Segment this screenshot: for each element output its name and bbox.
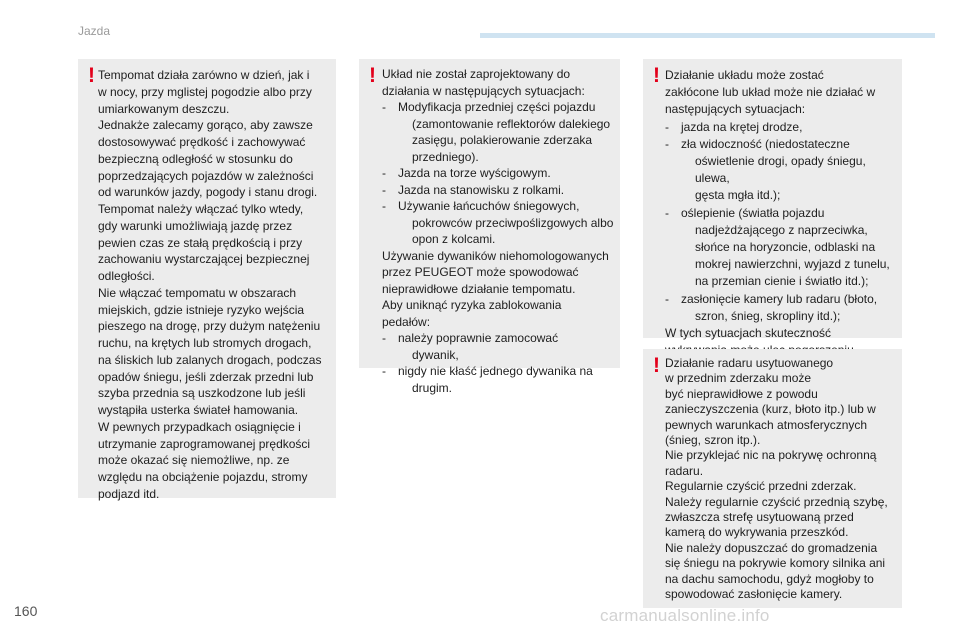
warning-exclamation-icon: ! xyxy=(369,64,376,87)
text-line: w nocy, przy mglistej pogodzie albo przy xyxy=(98,84,312,99)
text-line: następujących sytuacjach: xyxy=(665,102,806,117)
dash-bullet: - xyxy=(382,166,386,180)
text-line: Używanie dywaników niehomologowanych xyxy=(382,248,609,263)
list-item-line: drugim. xyxy=(412,380,453,395)
text-line: względu na obciążenie pojazdu, stromy xyxy=(98,470,308,484)
text-line: umiarkowanym deszczu. xyxy=(98,101,230,116)
text-line: Działanie radaru usytuowanego xyxy=(665,356,834,370)
list-item-line: słońce na horyzoncie, odblaski na xyxy=(695,240,876,255)
text-line: od warunków jazdy, pogody i stanu drogi. xyxy=(98,185,318,200)
list-item-line: Modyfikacja przedniej części pojazdu xyxy=(398,100,596,114)
list-item-line: zła widoczność (niedostateczne xyxy=(681,136,850,151)
dash-bullet: - xyxy=(665,119,669,134)
list-item-line: Jazda na stanowisku z rolkami. xyxy=(398,182,565,197)
text-line: na śliskich lub zalanych drogach, podczas xyxy=(98,352,322,367)
text-line: bezpieczną odległość w stosunku do xyxy=(98,151,293,166)
text-line: działania w następujących sytuacjach: xyxy=(382,83,585,98)
list-item-line: na przemian cienie i światło itd.); xyxy=(695,274,869,289)
list-item-line: pokrowców przeciwpoślizgowych albo xyxy=(412,215,614,230)
text-line: Nie przyklejać nic na pokrywę ochronną xyxy=(665,448,877,463)
list-item xyxy=(382,330,620,363)
warning-box-not-designed xyxy=(359,59,620,395)
list-item-line: nigdy nie kłaść jednego dywanika na xyxy=(398,364,593,378)
text-line: odległości. xyxy=(98,269,155,283)
list-item-line: oślepienie (światła pojazdu xyxy=(681,205,825,220)
list-item-line: nadjeżdżającego z naprzeciwka, xyxy=(695,222,868,237)
warning-text xyxy=(665,356,901,603)
text-line: Regularnie czyścić przedni zderzak. xyxy=(665,479,857,494)
dash-bullet: - xyxy=(382,100,386,114)
list-item-line: mokrej nawierzchni, wyjazd z tunelu, xyxy=(695,257,890,272)
list-item-line: oświetlenie drogi, opady śniegu, ulewa, xyxy=(695,154,866,186)
text-line: być nieprawidłowe z powodu xyxy=(665,386,818,401)
text-line: wystąpiła usterka świateł hamowania. xyxy=(98,403,299,417)
text-line: się śniegu na pokrywie komory silnika ani xyxy=(665,556,886,571)
text-line: podjazd itd. xyxy=(98,486,160,501)
text-line: (śnieg, szron itp.). xyxy=(665,433,761,448)
dash-bullet: - xyxy=(382,364,386,378)
text-line: zakłócone lub układ może nie działać w xyxy=(665,85,876,100)
text-line: miejskich, gdzie istnieje ryzyko wejścia xyxy=(98,302,305,317)
list-item-line: Używanie łańcuchów śniegowych, xyxy=(398,199,580,213)
text-line: może okazać się niemożliwe, np. ze xyxy=(98,453,290,468)
dash-bullet: - xyxy=(382,199,386,213)
warning-box-disturbances xyxy=(643,59,902,341)
warning-exclamation-icon: ! xyxy=(88,64,95,87)
text-line: pedałów: xyxy=(382,314,431,329)
text-line: w przednim zderzaku może xyxy=(665,371,812,386)
list-item xyxy=(382,198,620,248)
text-line: Nie włączać tempomatu w obszarach xyxy=(98,285,297,300)
text-line: Działanie układu może zostać xyxy=(665,68,824,82)
text-line: radaru. xyxy=(665,463,704,478)
list-item-line: Jazda na torze wyścigowym. xyxy=(398,166,551,180)
list-item xyxy=(382,182,620,199)
text-line: opadów śniegu, jeśli zderzak przedni lub xyxy=(98,369,314,384)
dash-bullet: - xyxy=(665,205,669,220)
list-item-line: opon z kolcami. xyxy=(412,232,496,246)
warning-text xyxy=(98,67,336,503)
warning-text xyxy=(382,66,620,396)
text-line: Należy regularnie czyścić przednią szybę, xyxy=(665,494,888,509)
text-line: Tempomat działa zarówno w dzień, jak i xyxy=(98,68,310,82)
text-line: W tych sytuacjach skuteczność xyxy=(665,326,832,341)
warning-exclamation-icon: ! xyxy=(653,354,660,377)
list-item xyxy=(665,136,901,205)
text-line: nieprawidłowe działanie tempomatu. xyxy=(382,281,576,296)
list-item xyxy=(382,363,620,396)
text-line: W pewnych przypadkach osiągnięcie i xyxy=(98,419,301,434)
warning-text xyxy=(665,67,901,359)
dash-bullet: - xyxy=(665,136,669,151)
text-line: dostosowywać prędkość i zachowywać xyxy=(98,135,306,149)
list-item xyxy=(382,99,620,165)
text-line: spowodować zasłonięcie kamery. xyxy=(665,587,843,602)
list-item-line: jazda na krętej drodze, xyxy=(681,119,803,134)
text-line: ruchu, na krętych lub stromych drogach, xyxy=(98,336,312,350)
dash-bullet: - xyxy=(665,291,669,306)
text-line: przez PEUGEOT może spowodować xyxy=(382,265,579,279)
text-line: gdy warunki umożliwiają jazdę przez xyxy=(98,218,293,233)
list-item-line: gęsta mgła itd.); xyxy=(695,188,781,203)
text-line: zanieczyszczenia (kurz, błoto itp.) lub w xyxy=(665,402,876,417)
list-item xyxy=(665,205,901,291)
text-line: szyba przednia są uszkodzone lub jeśli xyxy=(98,386,306,401)
list-item-line: przedniego). xyxy=(412,149,479,164)
text-line: Nie należy dopuszczać do gromadzenia xyxy=(665,540,878,555)
warning-box-radar xyxy=(643,349,902,608)
text-line: pieszego na drogę, przy dużym natężeniu xyxy=(98,319,321,334)
list-item-line: dywanik, xyxy=(412,347,459,362)
text-line: zachowaniu wystarczającej bezpiecznej xyxy=(98,252,310,267)
text-line: poprzedzających pojazdów w zależności xyxy=(98,168,314,183)
text-line: na dachu samochodu, gdyż mogłoby to xyxy=(665,571,874,586)
warning-exclamation-icon: ! xyxy=(653,64,660,87)
list-item xyxy=(382,165,620,182)
page-number: 160 xyxy=(14,603,38,619)
text-line: kamerą do wykrywania przeszkód. xyxy=(665,525,849,540)
list-item-line: zasłonięcie kamery lub radaru (błoto, xyxy=(681,291,878,306)
list-item-line: (zamontowanie reflektorów dalekiego xyxy=(412,116,611,131)
watermark: carmanualsonline.info xyxy=(600,606,770,625)
dash-bullet: - xyxy=(382,331,386,345)
list-item-line: szron, śnieg, skroplinу itd.); xyxy=(695,308,841,323)
text-line: Układ nie został zaprojektowany do xyxy=(382,67,571,81)
section-title: Jazda xyxy=(78,24,111,38)
text-line: utrzymanie zaprogramowanej prędkości xyxy=(98,436,311,451)
text-line: Jednakże zalecamy gorąco, aby zawsze xyxy=(98,118,313,133)
list-item xyxy=(665,119,901,136)
list-item-line: zasięgu, polakierowanie zderzaka xyxy=(412,133,593,147)
text-line: pewien czas ze stałą prędkością i przy xyxy=(98,235,303,250)
header-accent-bar xyxy=(480,33,935,38)
list-item-line: należy poprawnie zamocować xyxy=(398,331,559,345)
warning-box-cruise-control xyxy=(78,59,336,501)
text-line: zwłaszcza strefę usytuowaną przed xyxy=(665,510,854,525)
text-line: pewnych warunkach atmosferycznych xyxy=(665,417,868,432)
text-line: Tempomat należy włączać tylko wtedy, xyxy=(98,202,304,216)
text-line: Aby uniknąć ryzyka zablokowania xyxy=(382,298,562,312)
dash-bullet: - xyxy=(382,182,386,197)
list-item xyxy=(665,291,901,325)
